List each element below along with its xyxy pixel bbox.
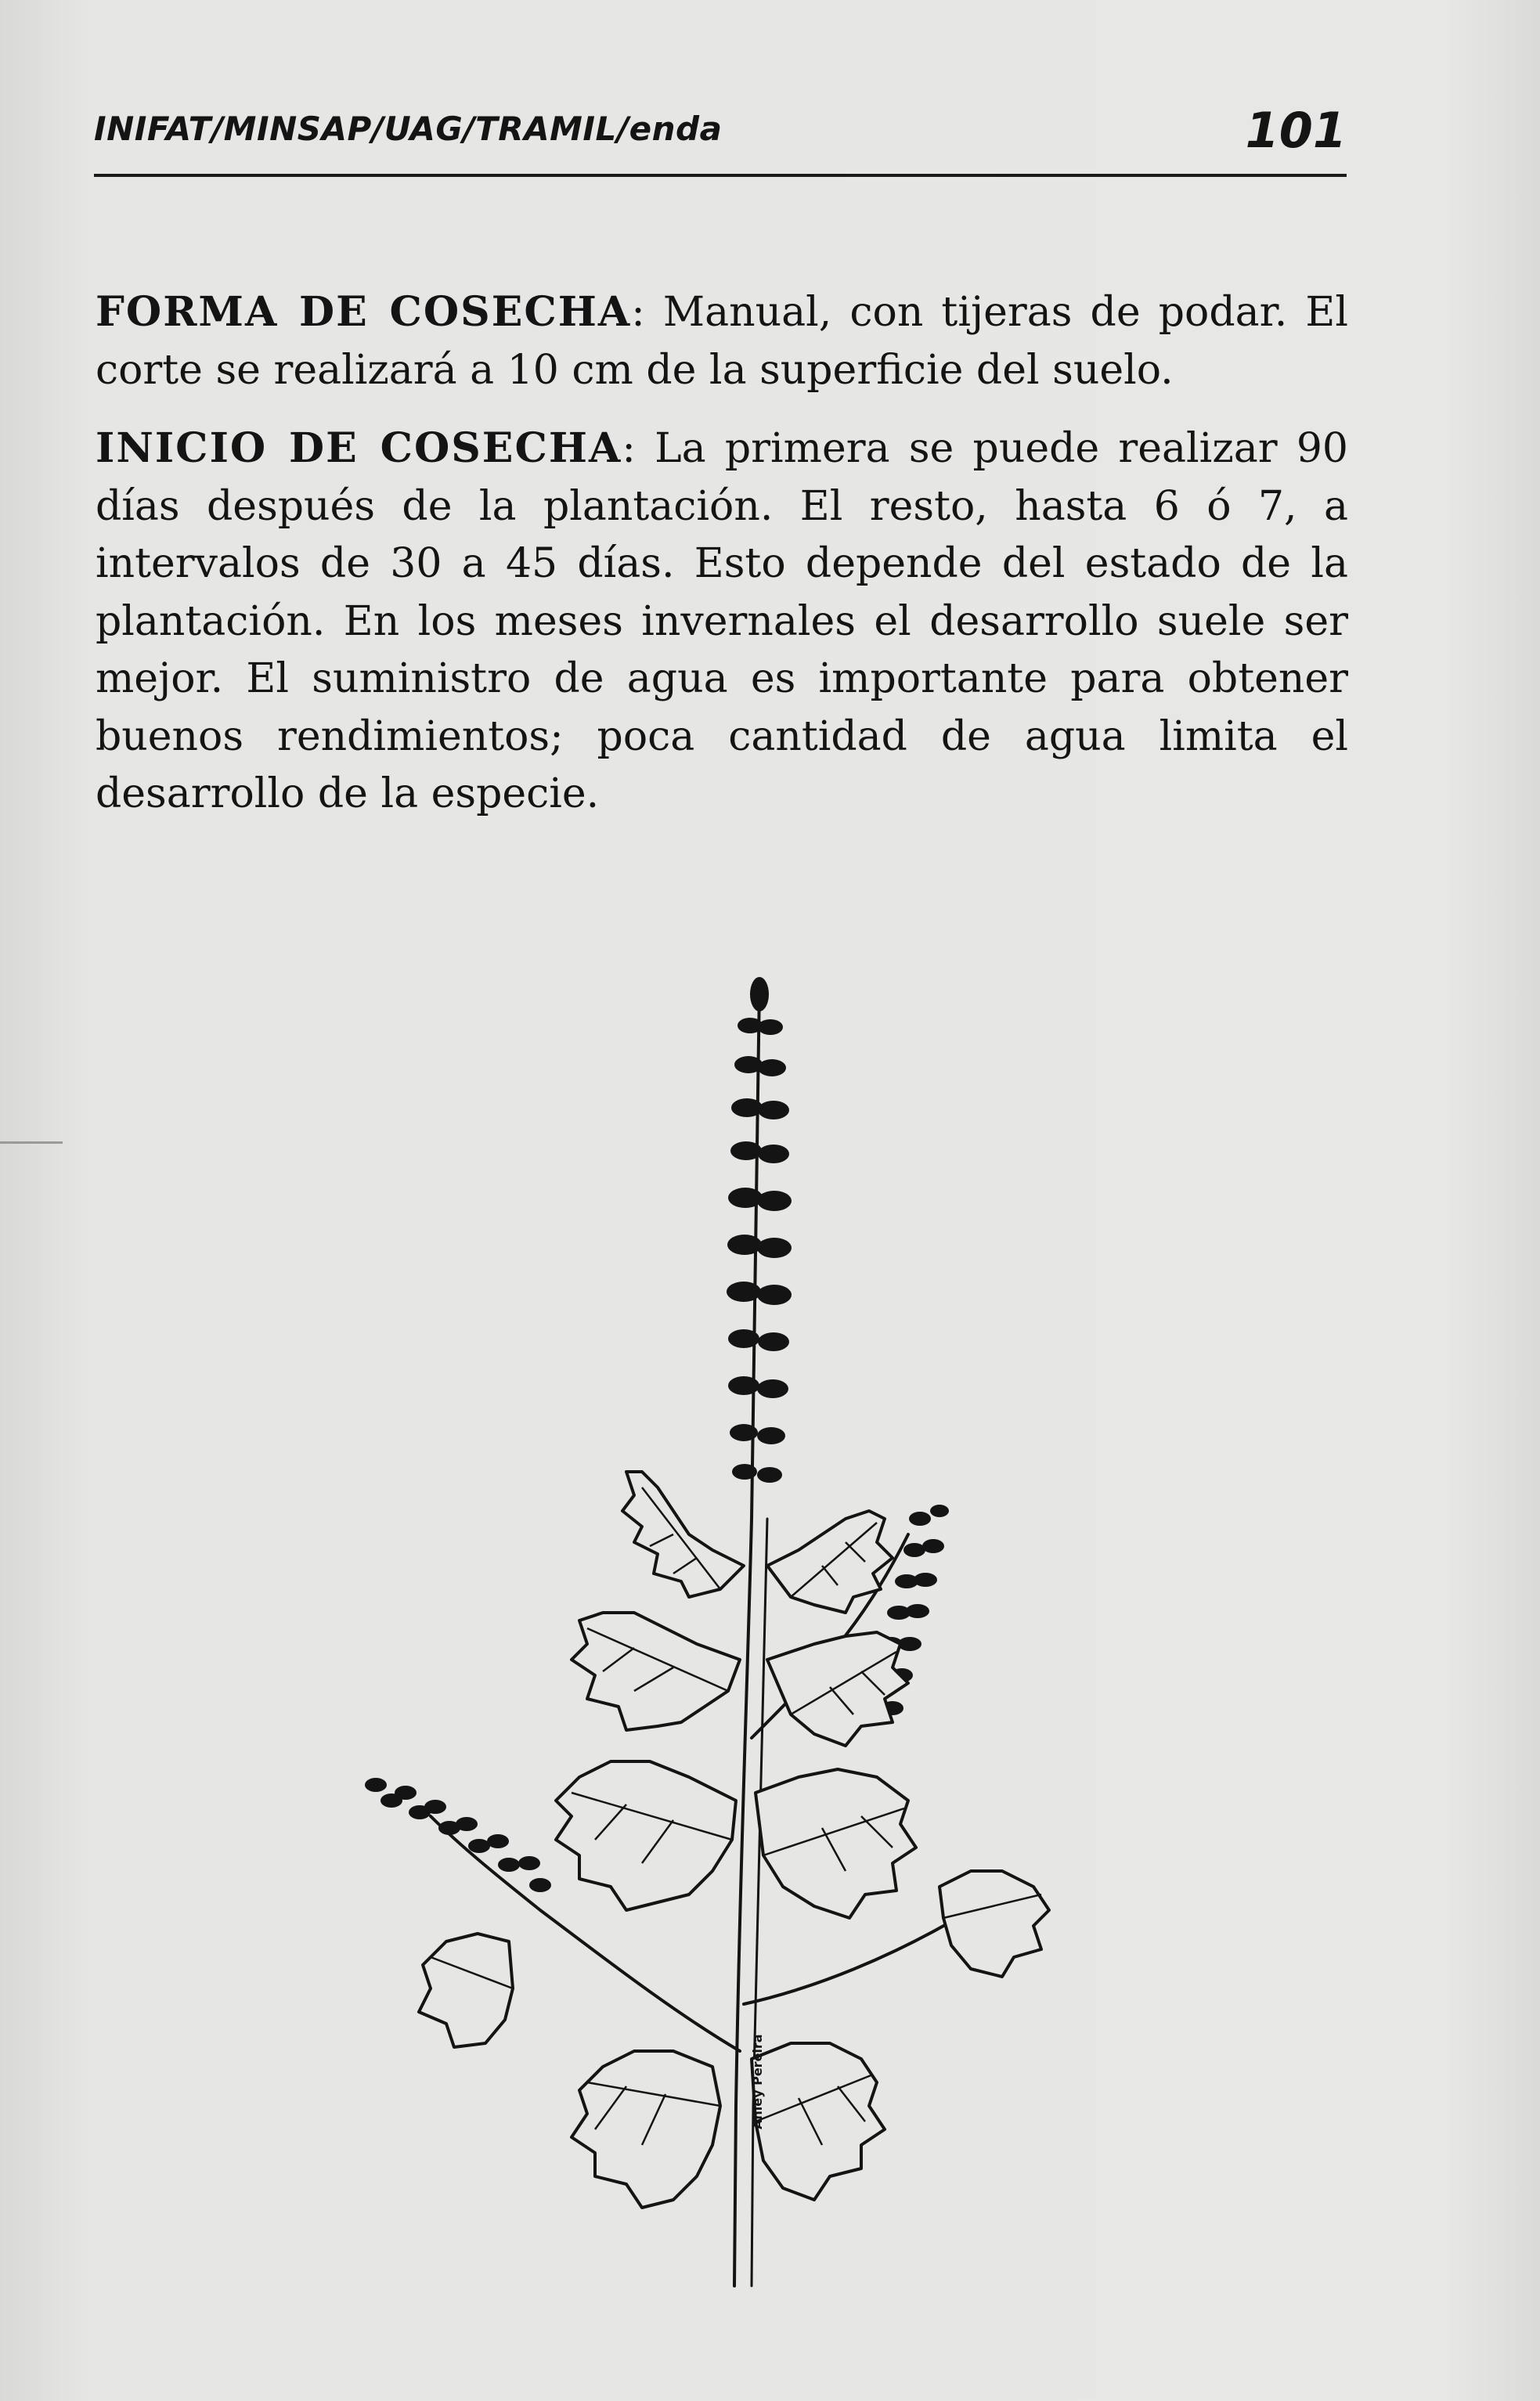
leaf-bottom-left — [572, 2051, 720, 2208]
header-rule — [94, 174, 1347, 177]
plant-illustration — [344, 971, 1096, 2302]
paragraph-forma-de-cosecha — [96, 283, 1348, 399]
heading-inicio-de-cosecha: INICIO DE COSECHA — [96, 424, 622, 472]
page-header — [94, 102, 1347, 180]
heading-forma-de-cosecha: FORMA DE COSECHA — [96, 288, 632, 336]
leaf-mid-right — [767, 1632, 908, 1746]
margin-mark — [0, 1141, 63, 1144]
paragraph-inicio-de-cosecha — [96, 420, 1348, 824]
page-number: 101 — [1245, 102, 1347, 159]
leaf-mid-left — [572, 1613, 740, 1730]
leaf-lower-right — [756, 1769, 916, 1918]
leaf-far-left — [419, 1934, 513, 2047]
text-forma-de-cosecha: : Manual, con tijeras de podar. El corte se realizará a 10 cm de la superficie del suelo. — [96, 289, 1348, 394]
running-head: INIFAT/MINSAP/UAG/TRAMIL/enda — [94, 110, 723, 148]
branch-right-lower — [744, 1910, 971, 2004]
body-text — [96, 283, 1348, 844]
text-inicio-de-cosecha: : La primera se puede realizar 90 días después de la plantación. El resto, hasta 6 ó 7, a intervalos de 30 a 45 días. Esto depende del estado de la plantación. En los meses invernales el desarrollo suele ser mejor. El suministro de agua es importante para obtener buenos rendimientos; poca cantidad de agua limita el desarrollo de la especie. — [96, 425, 1348, 817]
leaf-lower-left — [556, 1761, 736, 1910]
leaf-far-right — [940, 1871, 1049, 1977]
flower-spike-left — [365, 1778, 551, 1892]
illustrator-signature: Ahley Pereira — [750, 2034, 765, 2129]
leaf-upper-left — [622, 1472, 744, 1597]
